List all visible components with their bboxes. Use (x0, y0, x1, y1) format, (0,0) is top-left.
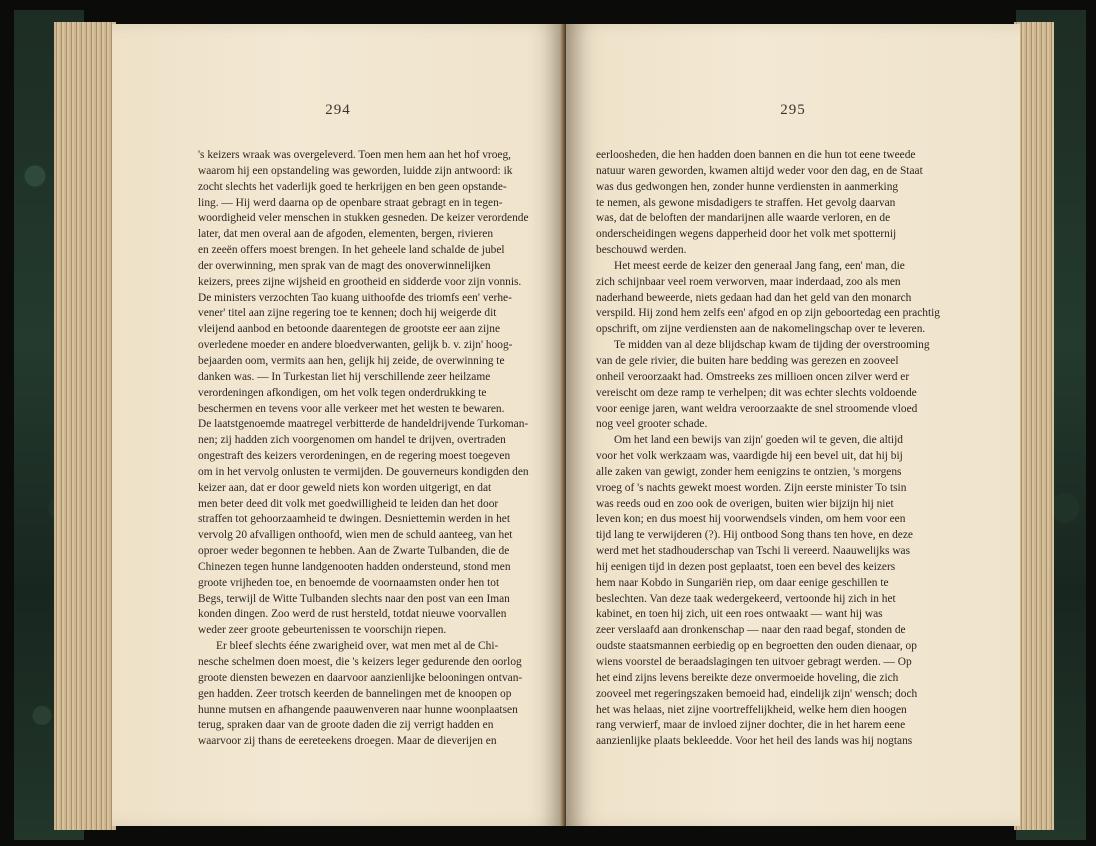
text-line: hem naar Kobdo in Sungariën riep, om daar eenige geschillen te (596, 576, 889, 589)
text-line: alle zaken van gewigt, zonder hem eenigzins te ontzien, 's morgens (596, 465, 902, 478)
left-page-number: 294 (325, 102, 351, 118)
text-line: gen hadden. Zeer trotsch keerden de bannelingen met de knoopen op (198, 687, 512, 700)
text-line: keizer aan, dat er door geweld niets kon worden uitgerigt, en dat (198, 481, 492, 494)
text-line: bejaarden oom, vermits aan hen, gelijk hij zeide, de overwinning te (198, 354, 505, 367)
text-line: danken was. — In Turkestan liet hij verschillende zeer heilzame (198, 370, 491, 383)
text-line: waarvoor zij thans de eereteekens droegen. Maar de dieverijen en (198, 735, 497, 748)
text-line: waarom hij een opstandeling was geworden, luidde zijn antwoord: ik (198, 164, 513, 177)
text-line: konden dingen. Zoo werd de rust hersteld, totdat nieuwe voorvallen (198, 608, 507, 621)
text-line: verspild. Hij zond hem zelfs een' afgod en op zijn geboortedag een prachtig (596, 307, 940, 320)
text-line: het was helaas, niet zijne voortreffelijkheid, welke hem dien hoogen (596, 703, 907, 716)
left-page (112, 24, 564, 826)
text-line: vleijend aanbod en betoonde daarentegen de grootste eer aan zijne (198, 323, 501, 336)
text-line: ling. — Hij werd daarna op de openbare straat gebragt en in tegen- (198, 196, 503, 209)
text-line: groote diensten bewezen en daarvoor aanzienlijke belooningen ontvan- (198, 671, 523, 684)
text-line: men beter deed dit volk met goedwilligheid te leiden dan het door (198, 497, 499, 510)
right-page-block-edge (1014, 22, 1054, 830)
text-line: voor eenige jaren, want weldra veroorzaakte de snel stroomende vloed (596, 402, 918, 415)
text-line: opschrift, om zijne verdiensten aan de nakomelingschap over te leveren. (596, 323, 926, 336)
text-line: tijd lang te verwijderen (?). Hij ontbood Song thans ten hove, en deze (596, 529, 913, 542)
text-line: zeer verslaafd aan dronkenschap — naar den raad begaf, stonden de (596, 624, 906, 637)
text-line: te nemen, als gewone misdadigers te straffen. Het gevolg daarvan (596, 196, 896, 209)
left-page-block-edge (54, 22, 116, 830)
text-line: verordeningen afkondigen, om het volk tegen onderdrukking te (198, 386, 487, 399)
text-line: groote vrijheden toe, en benoemde de voornaamsten onder hen tot (198, 576, 500, 589)
text-line: beschermen en tevens voor alle verkeer met het westen te bewaren. (198, 402, 505, 415)
text-line: keizers, prees zijne wijsheid en grootheid en sidderde voor zijn vonnis. (198, 275, 522, 288)
text-line: wiens voorstel de beraadslagingen ten uitvoer gebragt werden. — Op (596, 656, 912, 668)
text-line: was dus gedwongen hen, zonder hunne verdiensten in aanmerking (596, 180, 899, 193)
text-line: onderscheidingen wegens dapperheid door het volk met spotternij (596, 228, 897, 241)
text-line: overledene moeder en andere bloedverwanten, gelijk b. v. zijn' hoog- (198, 339, 513, 352)
text-line: straffen tot gehoorzaamheid te dwingen. Desniettemin werden in het (198, 513, 510, 526)
text-line: onheil veroorzaakt had. Omstreeks zes millioen oncen zilver werd er (596, 370, 910, 383)
text-line: oproer weder begonnen te hebben. Aan de Zwarte Tulbanden, die de (198, 545, 510, 558)
text-line: van de gele rivier, die buiten hare bedding was gerezen en zooveel (596, 354, 899, 367)
text-line: zocht slechts het vaderlijk goed te herkrijgen en ben geen opstande- (198, 180, 507, 193)
text-line: 's keizers wraak was overgeleverd. Toen men hem aan het hof vroeg, (198, 149, 512, 161)
text-line: Begs, terwijl de Witte Tulbanden slechts naar den post van een Iman (198, 592, 510, 605)
text-line: De ministers verzochten Tao kuang uithoofde des triomfs een' verhe- (198, 291, 512, 304)
text-line: Er bleef slechts ééne zwarigheid over, wat men met al de Chi- (216, 640, 499, 653)
text-line: vereischt om deze ramp te verhelpen; dit was echter slechts voldoende (596, 386, 917, 399)
right-page-number: 295 (780, 102, 806, 118)
text-line: eerloosheden, die hen hadden doen bannen en die hun tot eene tweede (596, 149, 916, 161)
left-page-body (198, 148, 550, 750)
text-line: hij eenigen tijd in dezen post geplaatst, toen een bevel des keizers (596, 560, 896, 573)
text-line: leven kon; en dus moest hij voorwendsels vinden, om hem voor een (596, 513, 906, 526)
text-line: nen; zij hadden zich voorgenomen om handel te drijven, overtraden (198, 434, 506, 447)
text-line: Het meest eerde de keizer den generaal Jang fang, een' man, die (614, 259, 905, 272)
text-line: later, dat men overal aan de afgoden, elementen, bergen, rivieren (198, 228, 494, 241)
text-line: Om het land een bewijs van zijn' goeden wil te geven, die altijd (614, 434, 903, 447)
text-line: nesche schelmen doen moest, die 's keizers leger gedurende den oorlog (198, 656, 522, 668)
text-line: vroeg of 's nachts gewekt moest worden. Zijn eerste minister To tsin (596, 481, 907, 494)
text-line: weder zeer groote gebeurtenissen te voorschijn riepen. (198, 624, 447, 637)
text-line: De laatstgenoemde maatregel verbitterde de handeldrijvende Turkoman- (198, 418, 529, 431)
text-line: woordigheid veler menschen in stukken gesneden. De keizer verordende (198, 212, 529, 225)
text-line: voor het volk werkzaam was, vaardigde hij een bevel uit, dat hij bij (596, 450, 903, 463)
text-line: het eind zijns levens bereikte deze onvermoeide hoveling, die zich (596, 671, 899, 684)
text-line: natuur waren geworden, kwamen altijd weder voor den dag, en de Staat (596, 164, 923, 177)
text-line: ongestraft des keizers verordeningen, en de regering moest toegeven (198, 450, 511, 463)
right-page (566, 24, 1020, 826)
text-line: terug, spraken daar van de groote daden die zij verrigt hadden en (198, 719, 494, 732)
text-line: vervolg 20 afvalligen onthoofd, wien men de schuld aanteeg, van het (198, 529, 513, 542)
text-line: zooveel met regeringszaken bemoeid had, eindelijk zijn' wensch; doch (596, 687, 918, 700)
text-line: was reeds oud en zoo ook de overigen, buiten wier bijzijn hij niet (596, 497, 894, 510)
text-line: aanzienlijke plaats bekleedde. Voor het heil des lands was hij nogtans (596, 735, 913, 748)
text-line: kabinet, en toen hij zich, uit een roes ontwaakt — want hij was (596, 608, 883, 621)
text-line: naderhand beweerde, niets gedaan had dan het geld van den monarch (596, 291, 912, 304)
text-line: der overwinning, men sprak van de magt des onoverwinnelijken (198, 259, 491, 272)
text-line: werd met het stadhouderschap van Tschi li vereerd. Naauwelijks was (596, 545, 911, 558)
text-line: en zeeën offers moest brengen. In het geheele land schalde de jubel (198, 244, 505, 257)
text-line: beslechten. Van deze taak wedergekeerd, vertoonde hij zich in het (596, 592, 896, 605)
text-line: rang verwierf, maar de invloed zijner dochter, die in het harem eene (596, 719, 906, 732)
text-line: Chinezen tegen hunne landgenooten hadden ondersteund, stond men (198, 560, 511, 573)
text-line: oudste staatsmannen eerbiedig op en begroetten den ouden dienaar, op (596, 640, 917, 653)
text-line: nog veel grooter schade. (596, 418, 708, 431)
text-line: vener' titel aan zijne regering toe te kennen; doch hij weigerde dit (198, 307, 497, 320)
text-line: beschouwd werden. (596, 244, 687, 257)
text-line: om in het vervolg onlusten te vermijden. De gouverneurs kondigden den (198, 465, 529, 478)
text-line: zich schijnbaar veel roem verworven, maar inderdaad, zoo als men (596, 275, 901, 288)
text-line: hunne mutsen en afhangende paauwenveren naar hunne woonplaatsen (198, 703, 518, 716)
text-line: Te midden van al deze blijdschap kwam de tijding der overstrooming (614, 339, 930, 352)
right-page-body (596, 148, 946, 750)
text-line: was, dat de beloften der mandarijnen alle waarde verloren, en de (596, 212, 891, 225)
